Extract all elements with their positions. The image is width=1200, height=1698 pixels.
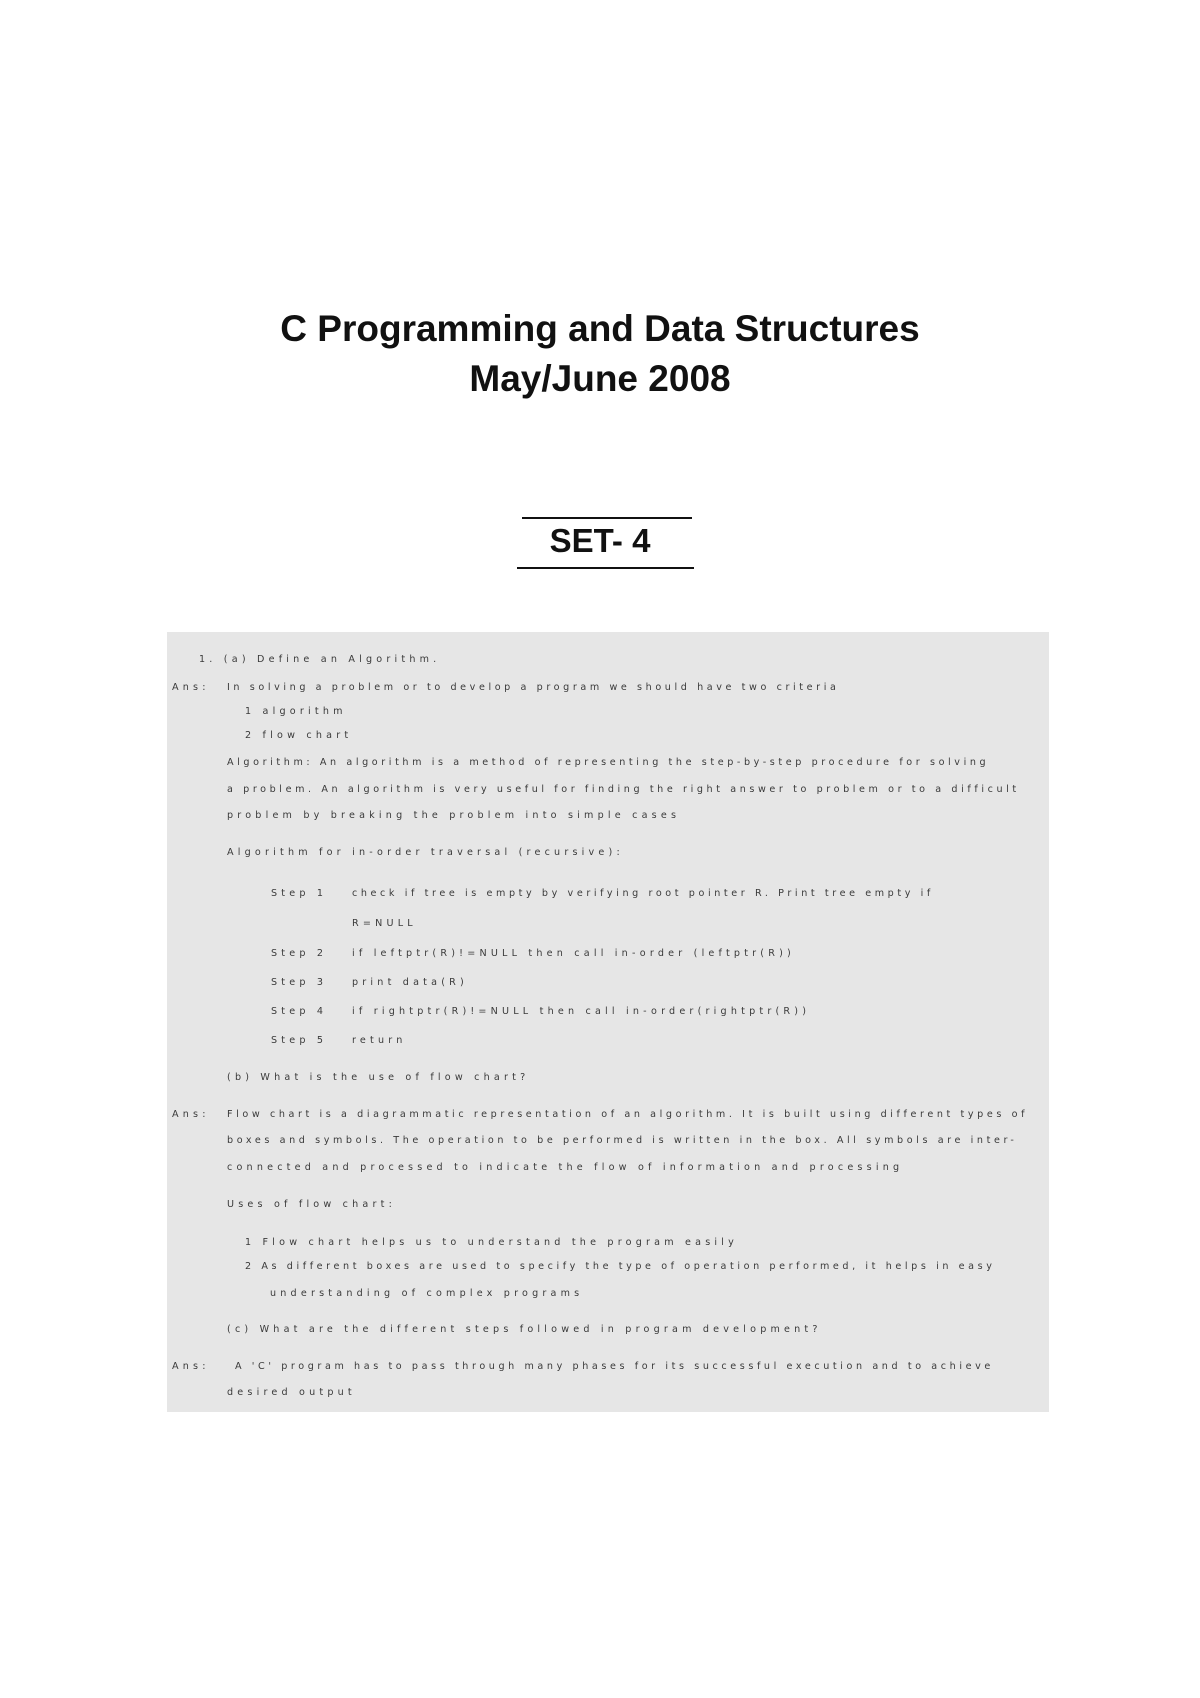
set-top-rule — [522, 517, 692, 519]
list-item-continuation: understanding of complex programs — [270, 1288, 584, 1299]
step-text: R=NULL — [352, 918, 417, 929]
answer-label: Ans: — [172, 1109, 210, 1120]
step-label: Step 1 — [271, 888, 328, 899]
answer-text-line: In solving a problem or to develop a program we should have two criteria — [227, 682, 840, 693]
step-label: Step 2 — [271, 948, 328, 959]
paragraph-line: Algorithm: An algorithm is a method of representing the step-by-step procedure for solving — [227, 757, 990, 768]
uses-heading: Uses of flow chart: — [227, 1199, 397, 1210]
answer-text-line: connected and processed to indicate the flow of information and processing — [227, 1162, 904, 1173]
answer-text-line: boxes and symbols. The operation to be performed is written in the box. All symbols are inter- — [227, 1135, 1018, 1146]
algorithm-heading: Algorithm for in-order traversal (recursive): — [227, 847, 624, 858]
answer-content-panel — [167, 632, 1049, 1412]
list-item: 2 flow chart — [245, 730, 353, 741]
question-1a: 1. (a) Define an Algorithm. — [199, 654, 441, 665]
step-label: Step 4 — [271, 1006, 328, 1017]
paragraph-line: problem by breaking the problem into simple cases — [227, 810, 681, 821]
answer-label: Ans: — [172, 682, 210, 693]
list-item: 2 As different boxes are used to specify the type of operation performed, it helps in easy — [245, 1261, 996, 1272]
exam-date: May/June 2008 — [469, 358, 731, 399]
list-item: 1 Flow chart helps us to understand the program easily — [245, 1237, 739, 1248]
step-text: if rightptr(R)!=NULL then call in-order(rightptr(R)) — [352, 1006, 811, 1017]
answer-text-line: desired output — [227, 1387, 356, 1398]
step-text: check if tree is empty by verifying root pointer R. Print tree empty if — [352, 888, 934, 899]
paragraph-line: a problem. An algorithm is very useful for finding the right answer to problem or to a difficult — [227, 784, 1020, 795]
book-title: C Programming and Data Structures — [280, 308, 920, 349]
set-bottom-rule — [517, 567, 694, 569]
list-item: 1 algorithm — [245, 706, 347, 717]
step-text: return — [352, 1035, 407, 1046]
step-label: Step 5 — [271, 1035, 328, 1046]
answer-text-line: A 'C' program has to pass through many phases for its successful execution and to achieve — [235, 1361, 994, 1372]
answer-label: Ans: — [172, 1361, 210, 1372]
question-1b: (b) What is the use of flow chart? — [227, 1072, 530, 1083]
step-label: Step 3 — [271, 977, 328, 988]
set-label: SET- 4 — [549, 522, 651, 559]
step-text: if leftptr(R)!=NULL then call in-order (leftptr(R)) — [352, 948, 795, 959]
step-text: print data(R) — [352, 977, 468, 988]
answer-text-line: Flow chart is a diagrammatic representation of an algorithm. It is built using different types of — [227, 1109, 1029, 1120]
question-1c: (c) What are the different steps followed in program development? — [227, 1324, 822, 1335]
